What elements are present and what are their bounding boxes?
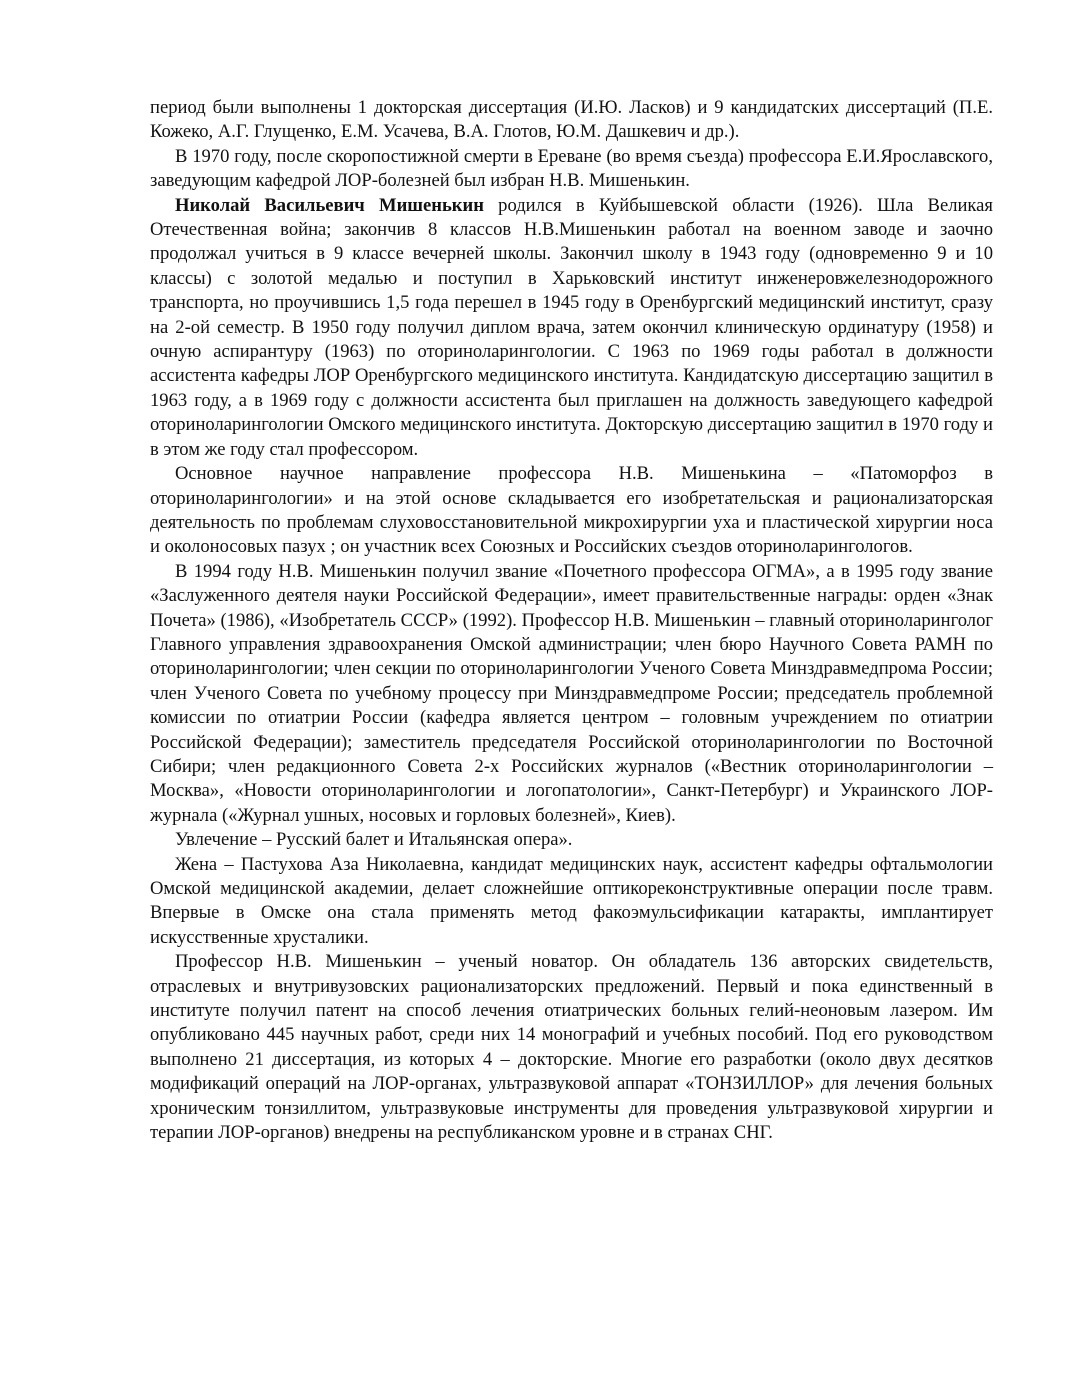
paragraph-biography bbox=[150, 194, 993, 462]
paragraph-hobby: Увлечение – Русский балет и Итальянская опера». bbox=[175, 829, 573, 851]
paragraph-research-direction: Основное научное направление профессора Н.В. Мишенькина – «Патоморфоз в оториноларингологии» и на этой основе складывается его изобретательская и рационализаторская деятельность по проблемам слуховосстановительной микрохирургии уха и пластической хирургии носа и околоносовых пазух ; он участник всех Союзных и Российских съездов оториноларингологов. bbox=[150, 463, 993, 558]
paragraph-continuation: период были выполнены 1 докторская диссертация (И.Ю. Ласков) и 9 кандидатских диссертаций (П.Е. Кожеко, А.Г. Глущенко, Е.М. Усачева, В.А. Глотов, Ю.М. Дашкевич и др.). bbox=[150, 97, 993, 143]
paragraph-innovator: Профессор Н.В. Мишенькин – ученый новатор. Он обладатель 136 авторских свидетельств, отраслевых и внутривузовских рационализаторских предложений. Первый и пока единственный в институте получил патент на способ лечения отиатрических больных гелий-неоновым лазером. Им опубликовано 445 научных работ, среди них 14 монографий и учебных пособий. Под его руководством выполнено 21 диссертация, из которых 4 – докторские. Многие его разработки (около двух десятков модификаций операций на ЛОР-органах, ультразвуковой аппарат «ТОНЗИЛЛОР» для лечения больных хроническим тонзиллитом, ультразвуковые инструменты для проведения ультразвуковой хирургии и терапии ЛОР-органов) внедрены на республиканском уровне и в странах СНГ. bbox=[150, 951, 993, 1144]
paragraph-wife: Жена – Пастухова Аза Николаевна, кандидат медицинских наук, ассистент кафедры офтальмологии Омской медицинской академии, делает сложнейшие оптикореконструктивные операции после травм. Впервые в Омске она стала применять метод факоэмульсификации катаракты, имплантирует искусственные хрусталики. bbox=[150, 853, 993, 948]
paragraph-1970-election: В 1970 году, после скоропостижной смерти в Ереване (во время съезда) профессора Е.И.Ярославского, заведующим кафедрой ЛОР-болезней был избран Н.В. Мишенькин. bbox=[150, 145, 993, 192]
biography-text: родился в Куйбышевской области (1926). Шла Великая Отечественная война; закончив 8 классов Н.В.Мишенькин работал на военном заводе и заочно продолжал учиться в 9 классе вечерней школы. Закончил школу в 1943 году (одновременно 9 и 10 классы) с золотой медалью и поступил в Харьковский институт инженеровжелезнодорожного транспорта, но проучившись 1,5 года перешел в 1945 году в Оренбургский медицинский институт, сразу на 2-ой семестр. В 1950 году получил диплом врача, затем окончил клиническую ординатуру (1958) и очную аспирантуру (1963) по оториноларингологии. С 1963 по 1969 годы работал в должности ассистента кафедры ЛОР Оренбургского медицинского института. Кандидатскую диссертацию защитил в 1963 году, а в 1969 году с должности ассистента был приглашен на должность заведующего кафедрой оториноларингологии Омского медицинского института. Докторскую диссертацию защитил в 1970 году и в этом же году стал профессором. bbox=[150, 194, 993, 460]
person-name: Николай Васильевич Мишенькин bbox=[175, 194, 484, 216]
paragraph-awards-positions: В 1994 году Н.В. Мишенькин получил звание «Почетного профессора ОГМА», а в 1995 году звание «Заслуженного деятеля науки Российской Федерации», имеет правительственные награды: орден «Знак Почета» (1986), «Изобретатель СССР» (1992). Профессор Н.В. Мишенькин – главный оториноларинголог Главного управления здравоохранения Омской администрации; член бюро Научного Совета РАМН по оториноларингологии; член секции по оториноларингологии Ученого Совета Минздравмедпрома России; член Ученого Совета по учебному процессу при Минздравмедпроме России; председатель проблемной комиссии по отиатрии России (кафедра является центром – головным учреждением по отиатрии Российской Федерации); заместитель председателя Российской оториноларингологии по Восточной Сибири; член редакционного Совета 2-х Российских журналов («Вестник оториноларингологии – Москва», «Новости оториноларингологии и логопатологии», Санкт-Петербург) и Украинского ЛОР-журнала («Журнал ушных, носовых и горловых болезней», Киев). bbox=[150, 560, 993, 826]
